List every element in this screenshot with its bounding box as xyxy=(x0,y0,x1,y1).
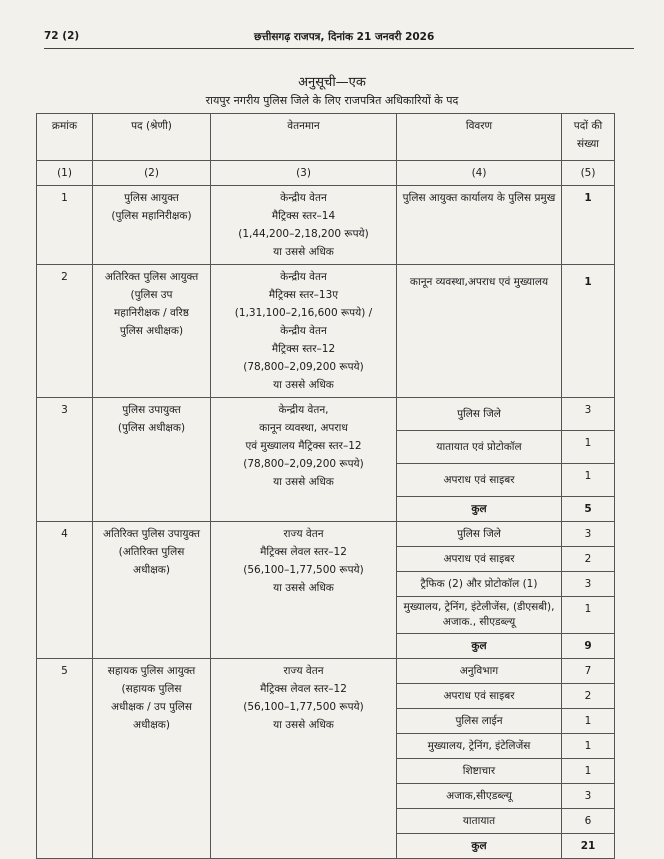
detail-cell: शिष्टाचार xyxy=(397,759,562,784)
pay-cell xyxy=(211,398,397,522)
total-label: कुल xyxy=(397,834,562,859)
pay-line: राज्य वेतन xyxy=(283,665,324,677)
pay-line: (1,44,200–2,18,200 रूपये) xyxy=(238,228,369,240)
pay-line: मैट्रिक्स लेवल स्तर–12 xyxy=(260,546,347,558)
pay-line: केन्द्रीय वेतन, xyxy=(278,404,329,416)
pay-cell xyxy=(211,265,397,398)
column-number: (5) xyxy=(562,161,615,186)
page-number: 72 (2) xyxy=(44,30,80,42)
total-count: 21 xyxy=(562,834,615,859)
count-cell: 1 xyxy=(562,734,615,759)
column-number: (4) xyxy=(397,161,562,186)
serial-cell: 4 xyxy=(37,522,93,659)
detail-cell: यातायात एवं प्रोटोकॉल xyxy=(397,431,562,464)
post-cell xyxy=(93,659,211,859)
count-cell: 1 xyxy=(562,597,615,634)
serial-cell: 1 xyxy=(37,186,93,265)
post-cell xyxy=(93,265,211,398)
pay-line: या उससे अधिक xyxy=(273,719,334,731)
table-row xyxy=(37,186,615,265)
serial-cell: 2 xyxy=(37,265,93,398)
header-divider xyxy=(44,48,634,49)
count-cell: 3 xyxy=(562,572,615,597)
total-count: 9 xyxy=(562,634,615,659)
pay-line: केन्द्रीय वेतन xyxy=(280,271,327,283)
count-cell: 1 xyxy=(562,186,615,265)
post-line: (पुलिस महानिरीक्षक) xyxy=(111,210,192,222)
detail-cell: अजाक,सीएडब्ल्यू xyxy=(397,784,562,809)
detail-cell: यातायात xyxy=(397,809,562,834)
detail-cell: पुलिस जिले xyxy=(397,522,562,547)
count-cell: 3 xyxy=(562,398,615,431)
serial-cell: 5 xyxy=(37,659,93,859)
pay-line: केन्द्रीय वेतन xyxy=(280,325,327,337)
pay-line: (1,31,100–2,16,600 रूपये) / xyxy=(234,307,373,319)
column-number: (3) xyxy=(211,161,397,186)
post-line: पुलिस आयुक्त xyxy=(124,192,179,204)
count-cell: 1 xyxy=(562,431,615,464)
post-line: पुलिस अधीक्षक) xyxy=(119,325,184,337)
post-line: (सहायक पुलिस xyxy=(121,683,182,695)
post-cell xyxy=(93,186,211,265)
pay-line: मैट्रिक्स लेवल स्तर–12 xyxy=(260,683,347,695)
detail-cell: मुख्यालय, ट्रेनिंग, इंटेलिजेंस xyxy=(397,734,562,759)
pay-line: मैट्रिक्स स्तर–13ए xyxy=(268,289,339,301)
column-number-row xyxy=(37,161,615,186)
detail-cell: पुलिस लाईन xyxy=(397,709,562,734)
pay-cell xyxy=(211,522,397,659)
gazette-title: छत्तीसगढ़ राजपत्र, दिनांक 21 जनवरी 2026 xyxy=(254,31,435,43)
pay-line: या उससे अधिक xyxy=(273,582,334,594)
post-line: (पुलिस अधीक्षक) xyxy=(117,422,186,434)
detail-cell: अपराध एवं साइबर xyxy=(397,464,562,497)
column-number: (1) xyxy=(37,161,93,186)
pay-line: मैट्रिक्स स्तर–14 xyxy=(271,210,336,222)
count-cell: 1 xyxy=(562,709,615,734)
count-cell: 3 xyxy=(562,522,615,547)
serial-cell: 3 xyxy=(37,398,93,522)
post-line: अधीक्षक) xyxy=(133,719,170,731)
detail-cell: मुख्यालय, ट्रेनिंग, इंटेलीजेंस, (डीएसबी), अजाक., सीएडब्ल्यू xyxy=(397,597,562,634)
table-row xyxy=(37,522,615,547)
pay-line: या उससे अधिक xyxy=(273,379,334,391)
header-post-count: पदों की संख्या xyxy=(562,114,615,161)
column-number: (2) xyxy=(93,161,211,186)
count-cell: 2 xyxy=(562,684,615,709)
post-line: सहायक पुलिस आयुक्त xyxy=(107,665,196,677)
count-cell: 1 xyxy=(562,759,615,784)
detail-cell: कानून व्यवस्था,अपराध एवं मुख्यालय xyxy=(397,265,562,398)
post-line: (अतिरिक्त पुलिस xyxy=(118,546,185,558)
pay-cell xyxy=(211,186,397,265)
header-pay-scale: वेतनमान xyxy=(211,114,397,161)
pay-line: या उससे अधिक xyxy=(273,476,334,488)
post-cell xyxy=(93,522,211,659)
detail-cell: पुलिस जिले xyxy=(397,398,562,431)
total-count: 5 xyxy=(562,497,615,522)
posts-table xyxy=(36,113,615,859)
pay-line: राज्य वेतन xyxy=(283,528,324,540)
count-cell: 1 xyxy=(562,464,615,497)
pay-line: (56,100–1,77,500 रूपये) xyxy=(243,564,364,576)
table-row xyxy=(37,659,615,684)
detail-cell: पुलिस आयुक्त कार्यालय के पुलिस प्रमुख xyxy=(397,186,562,265)
header-serial: क्रमांक xyxy=(37,114,93,161)
count-cell: 3 xyxy=(562,784,615,809)
schedule-title: अनुसूची—एक xyxy=(298,75,366,90)
post-cell xyxy=(93,398,211,522)
table-row xyxy=(37,398,615,431)
detail-cell: ट्रैफिक (2) और प्रोटोकॉल (1) xyxy=(397,572,562,597)
post-line: अतिरिक्त पुलिस उपायुक्त xyxy=(102,528,201,540)
detail-cell: अपराध एवं साइबर xyxy=(397,684,562,709)
pay-line: केन्द्रीय वेतन xyxy=(280,192,327,204)
detail-cell: अनुविभाग xyxy=(397,659,562,684)
pay-line: कानून व्यवस्था, अपराध xyxy=(259,422,348,434)
header-details: विवरण xyxy=(397,114,562,161)
pay-line: या उससे अधिक xyxy=(273,246,334,258)
post-line: महानिरीक्षक / वरिष्ठ xyxy=(114,307,189,319)
total-label: कुल xyxy=(397,634,562,659)
pay-line: (78,800–2,09,200 रूपये) xyxy=(243,458,364,470)
post-line: पुलिस उपायुक्त xyxy=(122,404,181,416)
detail-cell: अपराध एवं साइबर xyxy=(397,547,562,572)
pay-line: (78,800–2,09,200 रूपये) xyxy=(243,361,364,373)
count-cell: 6 xyxy=(562,809,615,834)
post-line: अधीक्षक) xyxy=(133,564,170,576)
page-header xyxy=(44,30,634,46)
post-line: अतिरिक्त पुलिस आयुक्त xyxy=(104,271,199,283)
post-line: अधीक्षक / उप पुलिस xyxy=(111,701,192,713)
count-cell: 2 xyxy=(562,547,615,572)
pay-cell xyxy=(211,659,397,859)
table-header-row xyxy=(37,114,615,161)
pay-line: एवं मुख्यालय मैट्रिक्स स्तर–12 xyxy=(245,440,362,452)
header-post: पद (श्रेणी) xyxy=(93,114,211,161)
pay-line: मैट्रिक्स स्तर–12 xyxy=(271,343,336,355)
pay-line: (56,100–1,77,500 रूपये) xyxy=(243,701,364,713)
count-cell: 7 xyxy=(562,659,615,684)
count-cell: 1 xyxy=(562,265,615,398)
table-row xyxy=(37,265,615,398)
post-line: (पुलिस उप xyxy=(130,289,173,301)
schedule-subtitle: रायपुर नगरीय पुलिस जिले के लिए राजपत्रित अधिकारियों के पद xyxy=(205,94,459,107)
total-label: कुल xyxy=(397,497,562,522)
